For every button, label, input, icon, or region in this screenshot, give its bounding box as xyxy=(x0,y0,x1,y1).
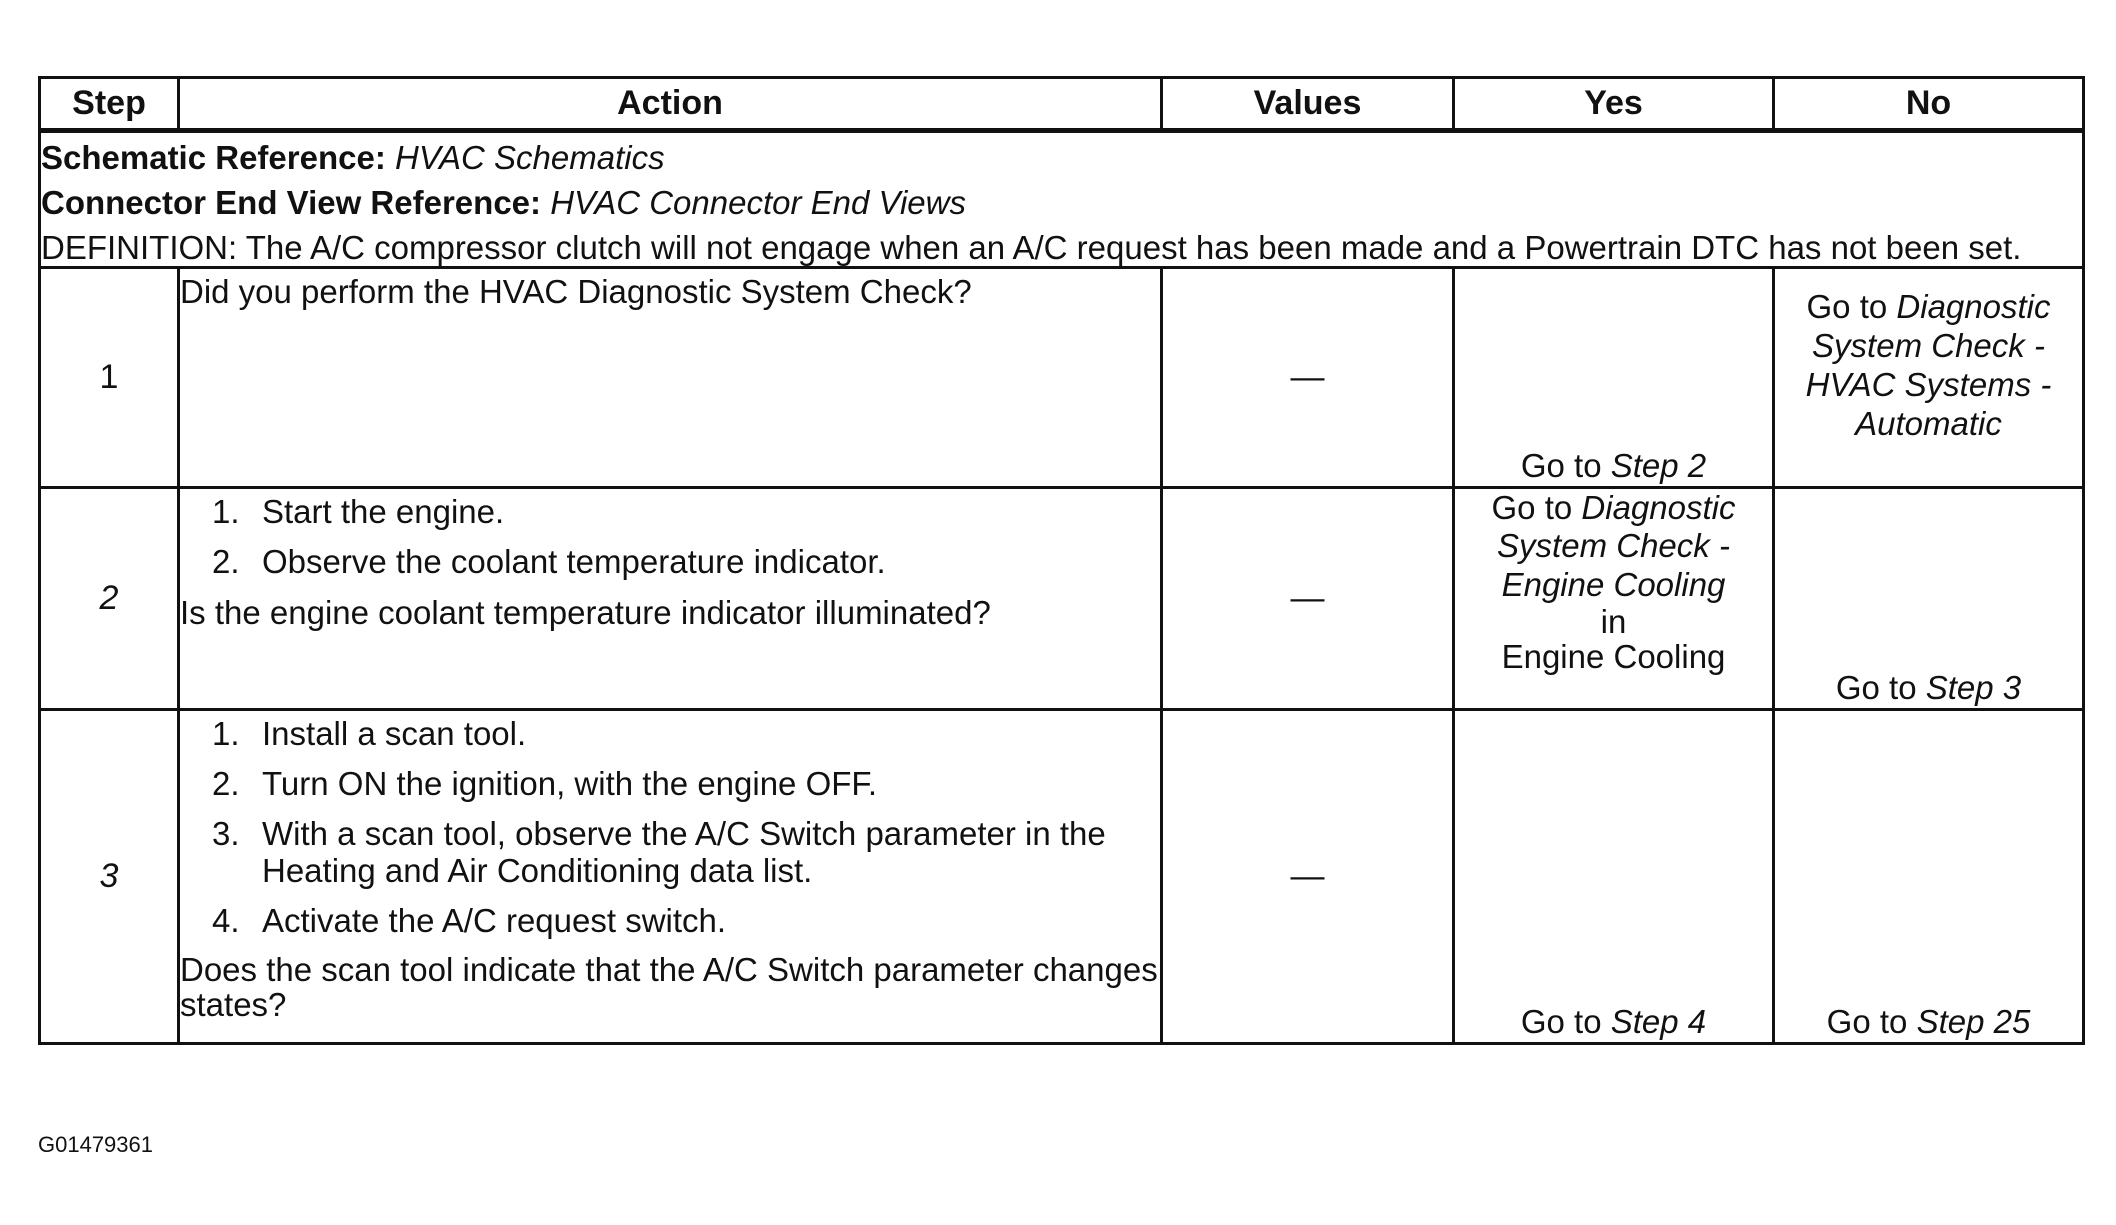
connector-reference-link: HVAC Connector End Views xyxy=(550,183,966,221)
list-item-text: With a scan tool, observe the A/C Switch parameter in the Heating and Air Conditioning data list. xyxy=(262,815,1106,890)
header-yes: Yes xyxy=(1454,78,1774,131)
list-item-number: 3. xyxy=(212,815,240,853)
info-cell xyxy=(40,131,2084,268)
no-goto xyxy=(1836,669,2021,706)
no-goto-prefix: Go to xyxy=(1826,1002,1917,1040)
value-cell: — xyxy=(1162,267,1454,487)
info-row xyxy=(40,131,2084,268)
header-no: No xyxy=(1774,78,2084,131)
no-goto-prefix: Go to xyxy=(1835,668,1926,706)
value-cell: — xyxy=(1162,709,1454,1043)
no-goto-ref: Step 3 xyxy=(1925,668,2022,706)
list-item xyxy=(180,715,1160,754)
schematic-reference-label: Schematic Reference: xyxy=(41,139,386,176)
connector-reference-label: Connector End View Reference: xyxy=(41,183,542,221)
table-row xyxy=(40,267,2084,487)
header-values: Values xyxy=(1162,78,1454,131)
no-goto xyxy=(1827,1003,2031,1040)
action-cell xyxy=(179,487,1162,709)
no-goto xyxy=(1806,288,2052,442)
action-question: Did you perform the HVAC Diagnostic System Check? xyxy=(180,272,972,310)
header-row xyxy=(40,78,2084,131)
instruction-list xyxy=(180,493,1160,583)
yes-goto-suffix: Engine Cooling xyxy=(1501,638,1726,676)
list-item xyxy=(180,765,1160,804)
yes-goto-ref: Step 4 xyxy=(1610,1002,1707,1040)
header-step: Step xyxy=(40,78,179,131)
definition-text: DEFINITION: The A/C compressor clutch will not engage when an A/C request has been made and a Powertrain DTC has not been set. xyxy=(41,228,2022,266)
list-item xyxy=(180,902,1160,941)
yes-cell xyxy=(1454,487,1774,709)
yes-goto-ref: Diagnostic System Check - Engine Cooling xyxy=(1497,488,1736,604)
list-item xyxy=(180,493,1160,532)
list-item-number: 4. xyxy=(212,902,240,940)
figure-id: G01479361 xyxy=(38,1132,153,1157)
action-question: Does the scan tool indicate that the A/C Switch parameter changes states? xyxy=(180,951,1158,1023)
list-item-number: 2. xyxy=(212,543,240,581)
no-goto-ref: Step 25 xyxy=(1916,1002,2031,1040)
list-item-number: 1. xyxy=(212,492,240,530)
table-row xyxy=(40,487,2084,709)
yes-goto-in: in xyxy=(1600,603,1627,641)
yes-goto xyxy=(1455,489,1772,606)
yes-goto xyxy=(1521,1003,1706,1040)
connector-reference xyxy=(41,184,2082,223)
yes-goto-prefix: Go to xyxy=(1520,446,1611,484)
no-cell xyxy=(1774,267,2084,487)
header-action: Action xyxy=(179,78,1162,131)
action-question: Is the engine coolant temperature indicator illuminated? xyxy=(180,594,991,632)
schematic-reference-link: HVAC Schematics xyxy=(395,139,665,176)
yes-goto-prefix: Go to xyxy=(1520,1002,1611,1040)
yes-cell xyxy=(1454,267,1774,487)
diagnostic-table-container xyxy=(38,76,2082,1045)
list-item-text: Start the engine. xyxy=(262,492,505,530)
table-row xyxy=(40,709,2084,1043)
action-cell xyxy=(179,709,1162,1043)
action-cell xyxy=(179,267,1162,487)
step-number: 2 xyxy=(40,487,179,709)
instruction-list xyxy=(180,715,1160,942)
list-item xyxy=(180,816,1160,890)
no-cell xyxy=(1774,487,2084,709)
yes-cell xyxy=(1454,709,1774,1043)
yes-goto-prefix: Go to xyxy=(1491,488,1582,526)
yes-goto-ref: Step 2 xyxy=(1610,446,1707,484)
no-cell xyxy=(1774,709,2084,1043)
schematic-reference xyxy=(41,139,2082,178)
no-goto-ref: Diagnostic System Check - HVAC Systems - Automatic xyxy=(1805,288,2052,442)
list-item xyxy=(180,543,1160,582)
no-goto-prefix: Go to xyxy=(1806,288,1897,326)
diagnostic-table xyxy=(38,76,2085,1045)
step-number: 3 xyxy=(40,709,179,1043)
list-item-number: 2. xyxy=(212,765,240,803)
value-cell: — xyxy=(1162,487,1454,709)
yes-goto xyxy=(1521,447,1706,484)
list-item-text: Activate the A/C request switch. xyxy=(262,902,727,940)
step-number: 1 xyxy=(40,267,179,487)
list-item-text: Observe the coolant temperature indicator. xyxy=(262,543,886,581)
list-item-number: 1. xyxy=(212,714,240,752)
list-item-text: Turn ON the ignition, with the engine OFF. xyxy=(262,765,878,803)
list-item-text: Install a scan tool. xyxy=(262,714,527,752)
